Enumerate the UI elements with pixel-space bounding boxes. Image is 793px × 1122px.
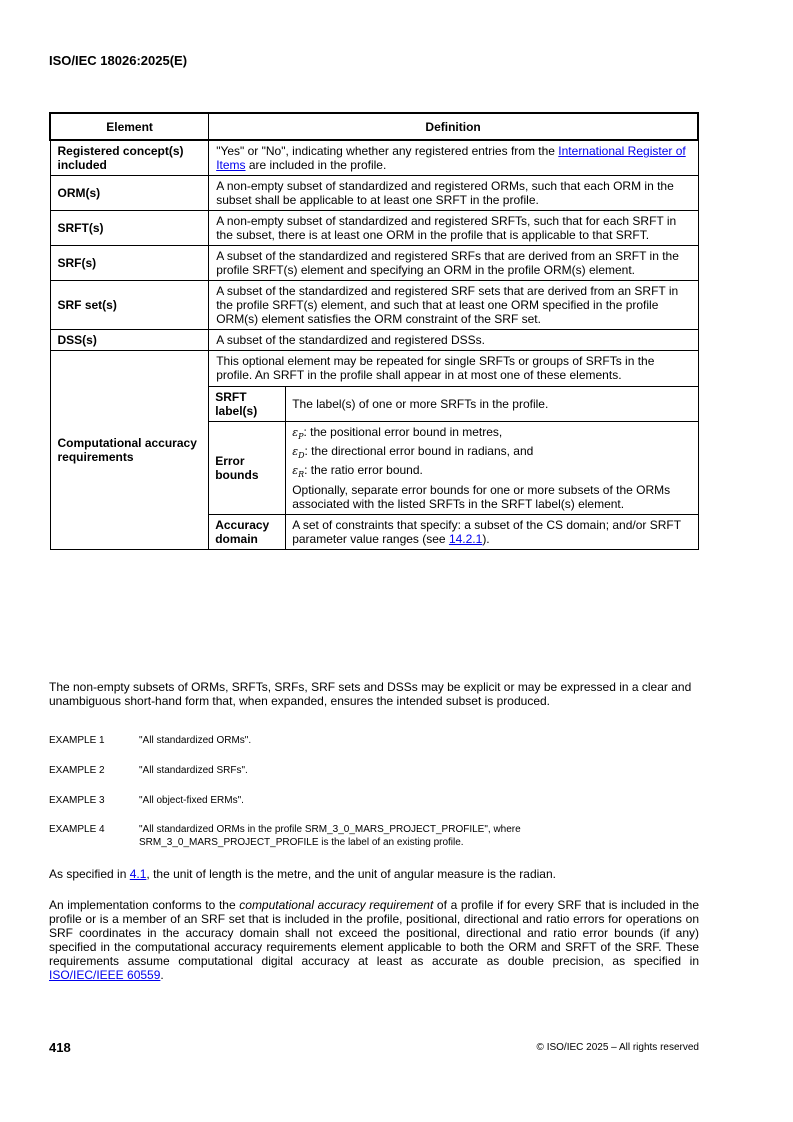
- error-bounds-optional: Optionally, separate error bounds for one or more subsets of the ORMs associated with the listed SRFTs in the SRFT label(s) element.: [292, 482, 671, 511]
- example-4: [49, 823, 699, 849]
- epsilon-symbol: $\varepsilon_P$: [292, 426, 304, 442]
- international-register-link[interactable]: International Register of Items: [216, 144, 686, 172]
- epsilon-symbol: $\varepsilon_D$: [292, 445, 305, 461]
- element-name: Registered concept(s) included: [50, 140, 209, 176]
- element-definition: A subset of the standardized and registered SRF sets that are derived from an SRFT in the profile SRFT(s) element, and such that at least one ORM specified in the profile ORM(s) element satisfies the ORM constraint of the SRF set.: [209, 281, 698, 330]
- clause-4-1-link[interactable]: 4.1: [129, 867, 147, 881]
- subsets-paragraph: The non-empty subsets of ORMs, SRFTs, SRFs, SRF sets and DSSs may be explicit or may be expressed in a clear and unambiguous short-hand form that, when expanded, ensures the intended subset is produced.: [49, 680, 692, 708]
- sub-element-definition: A set of constraints that specify: a subset of the CS domain; and/or SRFT parameter value ranges (see 14.2.1).: [286, 514, 698, 549]
- sub-row: [209, 422, 697, 515]
- element-name: Computational accuracy requirements: [50, 351, 209, 550]
- example-text: "All standardized SRFs".: [139, 765, 248, 776]
- example-2: [49, 764, 699, 777]
- definitions-table: [49, 112, 699, 550]
- element-definition: [209, 351, 698, 550]
- element-definition: A subset of the standardized and registered DSSs.: [209, 330, 698, 351]
- epsilon-symbol: $\varepsilon_R$: [292, 464, 305, 480]
- table-row: [50, 281, 698, 330]
- sub-element-definition: The label(s) of one or more SRFTs in the profile.: [286, 387, 698, 422]
- table-row: [50, 351, 698, 550]
- example-label: EXAMPLE 3: [49, 795, 105, 806]
- document-id: ISO/IEC 18026:2025(E): [49, 53, 188, 68]
- element-name: SRF(s): [50, 246, 209, 281]
- units-paragraph: As specified in 4.1, the unit of length is the metre, and the unit of angular measure is the radian.: [49, 867, 556, 881]
- sub-element-name: Error bounds: [209, 422, 286, 515]
- example-label: EXAMPLE 1: [49, 735, 105, 746]
- table-row: [50, 140, 698, 176]
- conformance-paragraph: An implementation conforms to the computational accuracy requirement of a profile if for every SRF that is included in the profile or is a member of an SRF set that is included in the profile, positional, directional and ratio errors for operations on SRF coordinates in the accuracy domain shall not exceed the positional, directional and ratio error bounds (if any) specified in the computational accuracy requirements element applicable to both the ORM and SRFT of the SRF. These requirements assume computational digital accuracy at least as accurate as double precision, as specified in ISO/IEC/IEEE 60559.: [49, 898, 700, 982]
- element-definition: [209, 140, 698, 176]
- example-text: "All object-fixed ERMs".: [139, 795, 244, 806]
- element-definition: A subset of the standardized and registered SRFs that are derived from an SRFT in the profile SRFT(s) element and specifying an ORM in the profile ORM(s) element.: [209, 246, 698, 281]
- example-text: "All standardized ORMs".: [139, 735, 252, 746]
- sub-row: [209, 514, 697, 549]
- column-header-element: Element: [50, 113, 209, 140]
- epsilon-d-line: $\varepsilon_D$: the directional error bound in radians, and: [292, 444, 534, 461]
- example-text-continued: SRM_3_0_MARS_PROJECT_PROFILE is the label of an existing profile.: [139, 837, 464, 848]
- definition-text: "Yes" or "No", indicating whether any registered entries from the: [216, 144, 559, 158]
- table-row: [50, 211, 698, 246]
- definition-text: are included in the profile.: [245, 158, 387, 172]
- iso-60559-link[interactable]: ISO/IEC/IEEE 60559: [49, 968, 161, 982]
- sub-element-definition: [286, 422, 698, 515]
- sub-row: [209, 387, 697, 422]
- example-text: "All standardized ORMs in the profile SRM_3_0_MARS_PROJECT_PROFILE", where: [139, 824, 521, 835]
- element-name: DSS(s): [50, 330, 209, 351]
- table-row: [50, 330, 698, 351]
- epsilon-r-line: $\varepsilon_R$: the ratio error bound.: [292, 463, 423, 480]
- example-1: [49, 734, 699, 747]
- example-label: EXAMPLE 4: [49, 824, 105, 835]
- element-definition: A non-empty subset of standardized and registered ORMs, such that each ORM in the subset shall be applicable to at least one SRFT in the profile.: [209, 176, 698, 211]
- example-3: [49, 794, 699, 807]
- table-row: [50, 246, 698, 281]
- sub-element-name: SRFT label(s): [209, 387, 286, 422]
- epsilon-p-line: $\varepsilon_P$: the positional error bound in metres,: [292, 425, 503, 442]
- table-row: [50, 176, 698, 211]
- column-header-definition: Definition: [209, 113, 698, 140]
- example-label: EXAMPLE 2: [49, 765, 105, 776]
- clause-14-2-1-link[interactable]: 14.2.1: [448, 531, 483, 546]
- table-header-row: [50, 113, 698, 140]
- car-intro: This optional element may be repeated for single SRFTs or groups of SRFTs in the profile. An SRFT in the profile shall appear in at most one of these elements.: [216, 354, 655, 382]
- element-definition: A non-empty subset of standardized and registered SRFTs, such that for each SRFT in the subset, there is at least one ORM in the profile that is applicable to that SRFT.: [209, 211, 698, 246]
- element-name: SRF set(s): [50, 281, 209, 330]
- element-name: SRFT(s): [50, 211, 209, 246]
- page-number: 418: [49, 1040, 71, 1055]
- element-name: ORM(s): [50, 176, 209, 211]
- car-subtable: [209, 386, 697, 549]
- copyright-notice: © ISO/IEC 2025 – All rights reserved: [536, 1042, 699, 1053]
- sub-element-name: Accuracy domain: [209, 514, 286, 549]
